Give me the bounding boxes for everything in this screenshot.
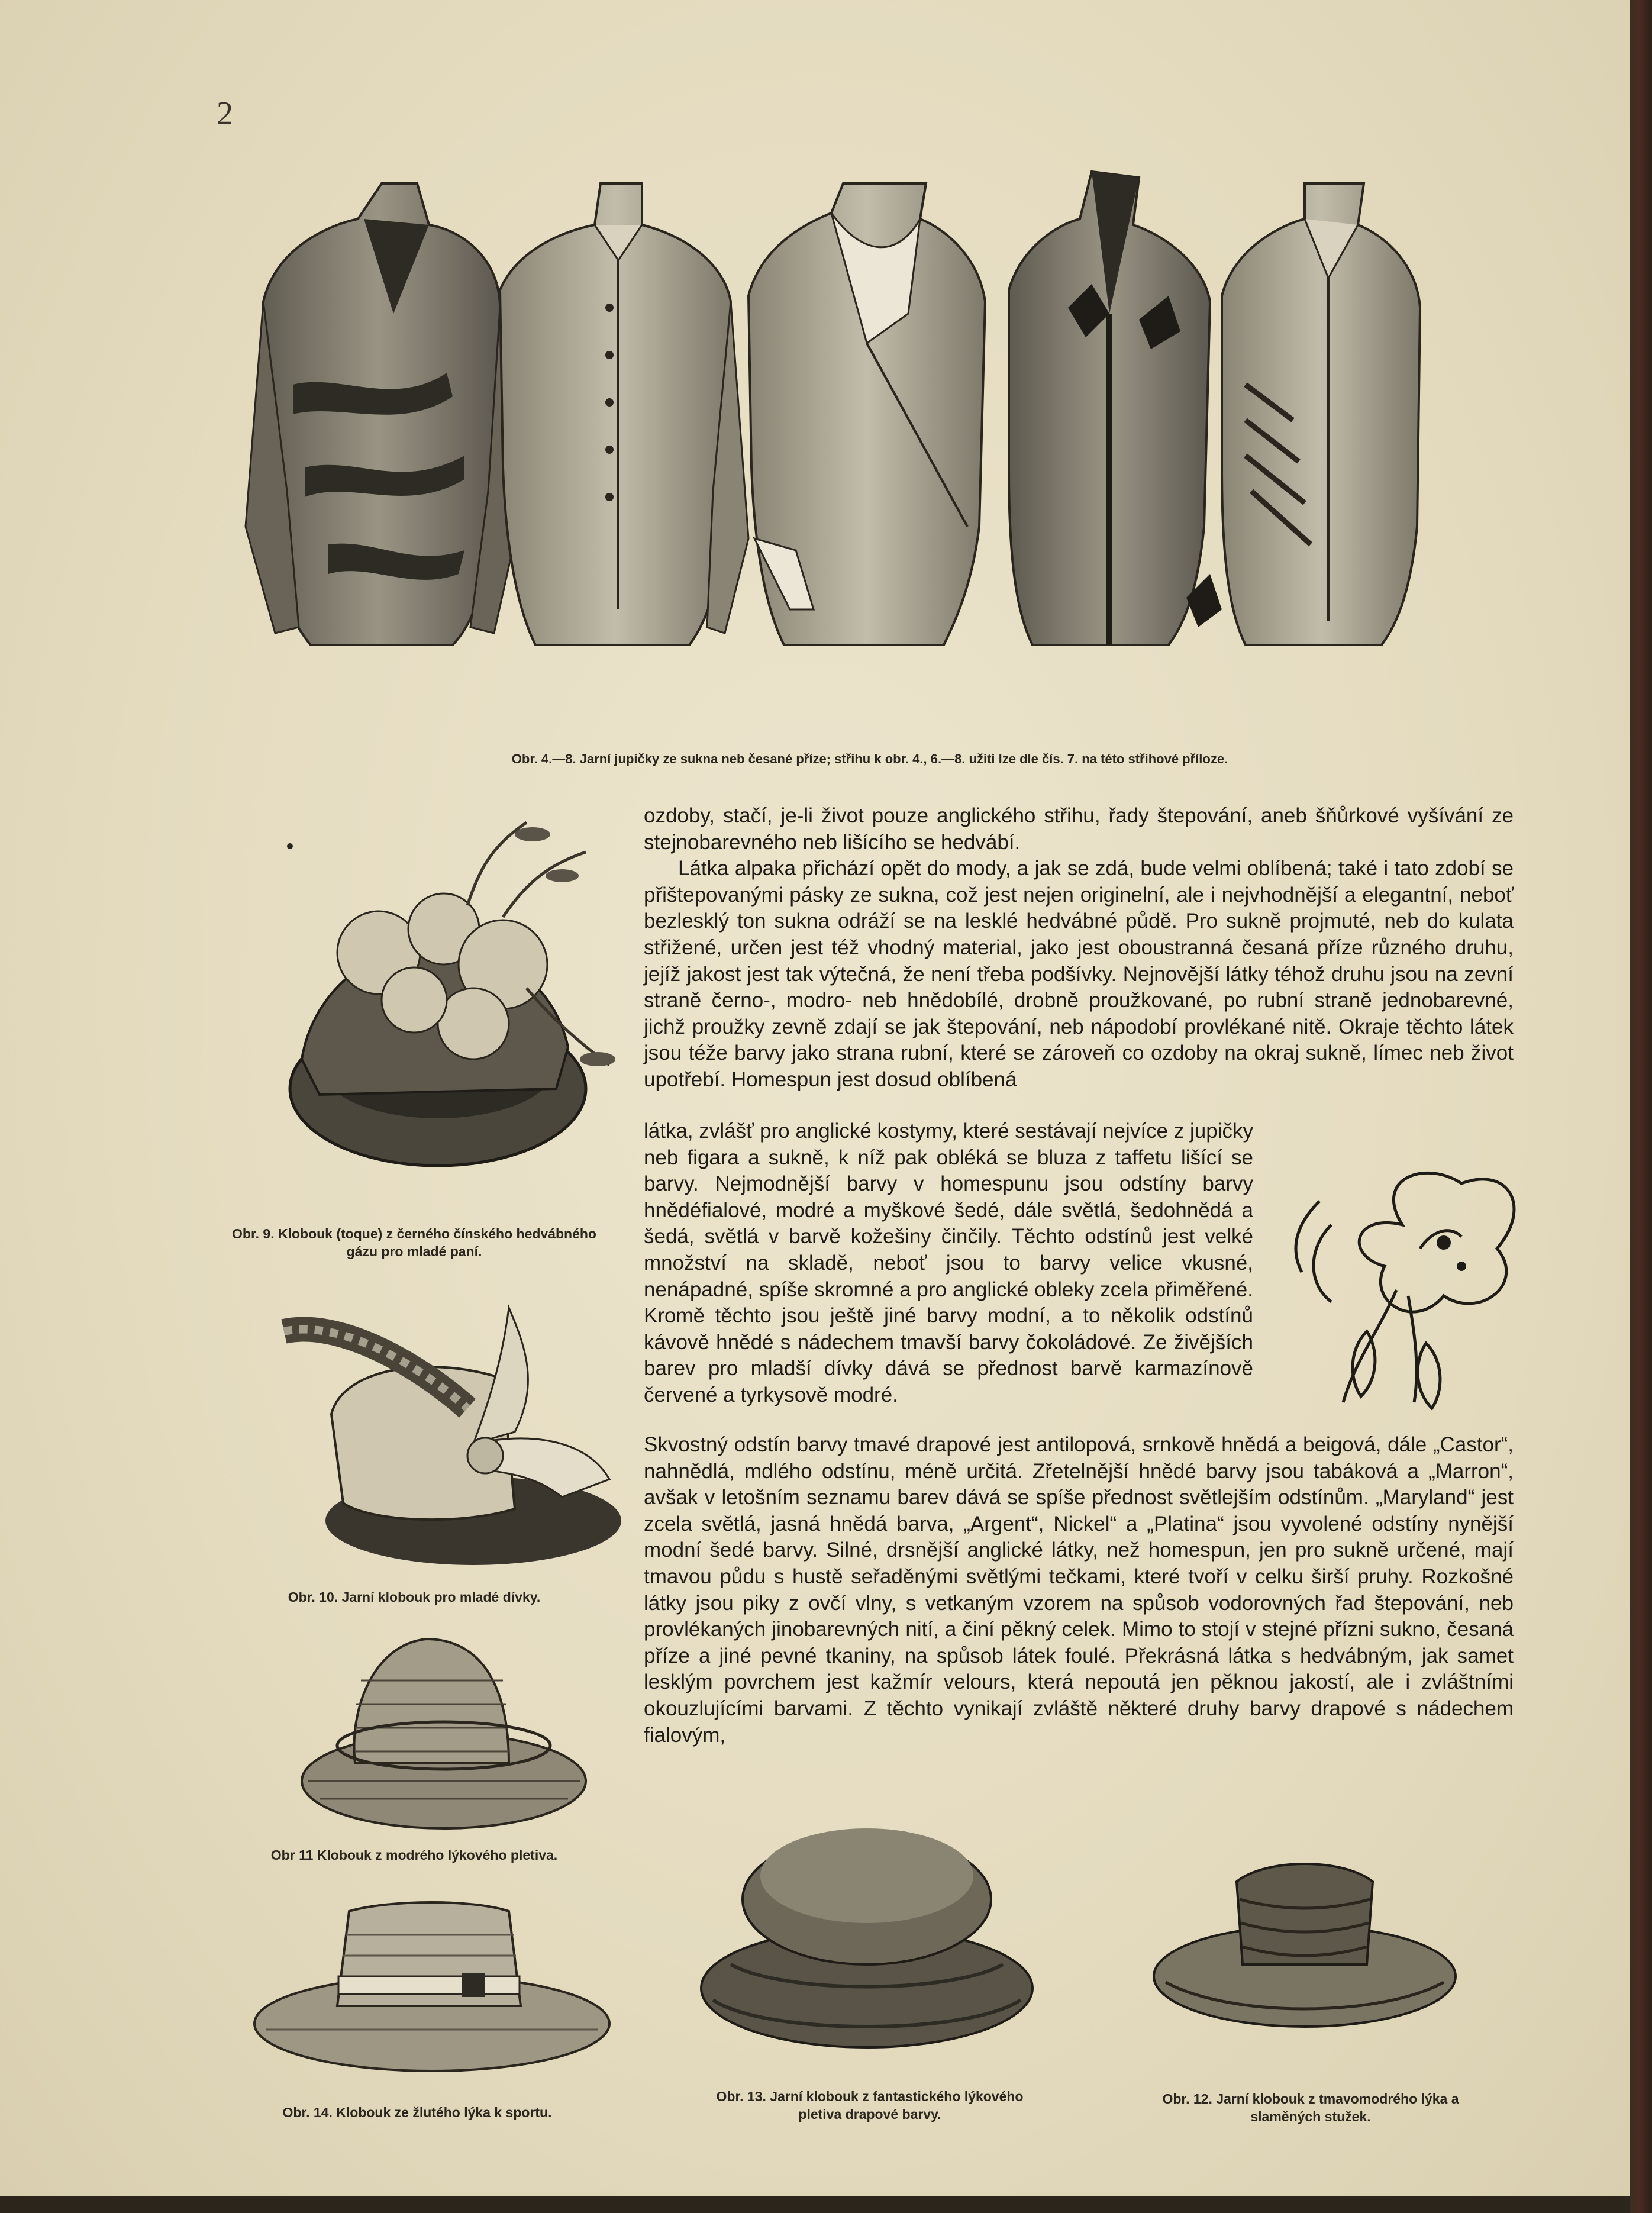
sport-hat-illustration	[249, 1888, 615, 2083]
caption-fig-14: Obr. 14. Klobouk ze žlutého lýka k sportu.	[282, 2105, 552, 2120]
jackets-illustration	[240, 160, 1423, 716]
flower-ornament-illustration	[1284, 1154, 1544, 1414]
spring-hat-illustration	[278, 1296, 633, 1580]
paragraph-1: ozdoby, stačí, je-li život pouze anglického střihu, řady štepování, aneb šňůrkové vyšívání ze stejnobarevného neb lišícího se hedvábí.	[644, 804, 1514, 854]
caption-fig-9: Obr. 9. Klobouk (toque) z černého čínského hedvábného gázu pro mladé paní.	[232, 1226, 596, 1259]
jacket-2	[500, 183, 748, 645]
fantasy-hat-illustration	[695, 1811, 1038, 2059]
scan-bottom-edge	[0, 2196, 1630, 2213]
bast-hat-illustration	[296, 1621, 592, 1834]
caption-fig-12: Obr. 12. Jarní klobouk z tmavomodrého lýka a slaměných stužek.	[1162, 2091, 1459, 2124]
caption-fig-4-8: Obr. 4.—8. Jarní jupičky ze sukna neb česané příze; střihu k obr. 4., 6.—8. užiti lze dle čís. 7. na této střihové příloze.	[511, 751, 1228, 766]
book-spine-edge	[1630, 0, 1652, 2213]
paragraph-2: Látka alpaka přichází opět do mody, a jak se zdá, bude velmi oblíbená; také i tato zdobí se přištepovanými pásky ze sukna, což jest nejen originelní, ale i nejvhodnější a elegantní, neboť bezlesklý ton sukna odráží se na lesklé hedvábné půdě. Pro sukně projmuté, neb do kulata střižené, určen jest též vhodný material, jako jest oboustranná česaná příze různého druhu, jejíž jakost jest tak výtečná, že není třeba podšívky. Nejnovější látky téhož druhu jsou na zevní straně černo-, modro- neb hnědobílé, drobně proužkované, po rubní straně jednobarevné, jichž proužky zevně zdají se jak štepování, neb nápodobí provlékané nitě. Okraje těchto látek jsou téže barvy jako strana rubní, které se zároveň co ozdoby na okraj sukně, límec neb život upotřebí. Homespun jest dosud oblíbená	[644, 857, 1514, 1091]
page-number: 2	[217, 95, 233, 132]
jacket-1	[246, 183, 518, 645]
paragraph-2-wrap: látka, zvlášť pro anglické kostymy, které sestávají nejvíce z jupičky neb figara a sukně, k níž pak obléká se bluza z taffetu lišící se barvy. Nejmodnější barvy v homespunu jsou odstíny barvy hnědéfialové, modré a myškové šedé, dále světlá, šedohnědá a šedá, světlá v barvě kožešiny činčily. Těchto odstínů jest velké množství na skladě, neboť jsou to barvy velice vkusné, nenápadné, spíše skromné a pro anglické obleky zcela přiměřené. Kromě těchto jsou ještě jiné barvy modní, a to několik odstínů kávově hnědé s nádechem tmavší barvy čokoládové. Ze živějších barev pro mladší dívky dává se přednost barvě karmazínově červené a tyrkysově modré.	[644, 1120, 1253, 1406]
toque-hat-illustration	[278, 811, 633, 1225]
caption-fig-13: Obr. 13. Jarní klobouk z fantastického lýkového pletiva drapové barvy.	[716, 2089, 1024, 2122]
article-bottom	[644, 1432, 1514, 1749]
article-wrap	[644, 1118, 1253, 1409]
article-top	[644, 803, 1514, 1093]
caption-fig-10: Obr. 10. Jarní klobouk pro mladé dívky.	[288, 1589, 541, 1605]
caption-fig-11: Obr 11 Klobouk z modrého lýkového pletiva.	[270, 1847, 558, 1863]
jacket-4	[1009, 172, 1222, 645]
jacket-5	[1222, 183, 1420, 645]
jacket-3	[748, 183, 985, 645]
navy-bast-hat-illustration	[1148, 1840, 1461, 2035]
paragraph-2-rest: Skvostný odstín barvy tmavé drapové jest antilopová, srnkově hnědá a beigová, dále „Castor“, nahnědlá, mdlého odstínu, méně určitá. Zřetelnější hnědé barvy jsou tabáková a „Marron“, avšak v letošním seznamu barev dává se spíše přednost světlejším odstínům. „Maryland“ jest zcela světlá, jasná hnědá barva, „Argent“, Nickel“ a „Platina“ jsou vyvolené odstíny nynější modní šedé barvy. Silné, drsnější anglické látky, než homespun, jen pro sukně určené, mají tmavou půdu s hustě seřaděnými světlými tečkami, které tvoří v celku širší pruhy. Rozkošné látky jsou piky z ovčí vlny, s vetkaným vzorem na spůsob vodorovných řad štepování, neb provlékaných jinobarevných nití, a činí pěkný celek. Mimo to stojí v stejné přízni sukno, česaná příze a jiné pevné tkaniny, na spůsob látek foulé. Překrásná látka s hedvábným, jak samet lesklým povrchem jest kažmír velours, která nepoutá jen pěknou jakostí, ale i zvláštními okouzlujícími barvami. Z těchto vynikají zvláště některé druhy barvy drapové s nádechem fialovým,	[644, 1433, 1514, 1747]
